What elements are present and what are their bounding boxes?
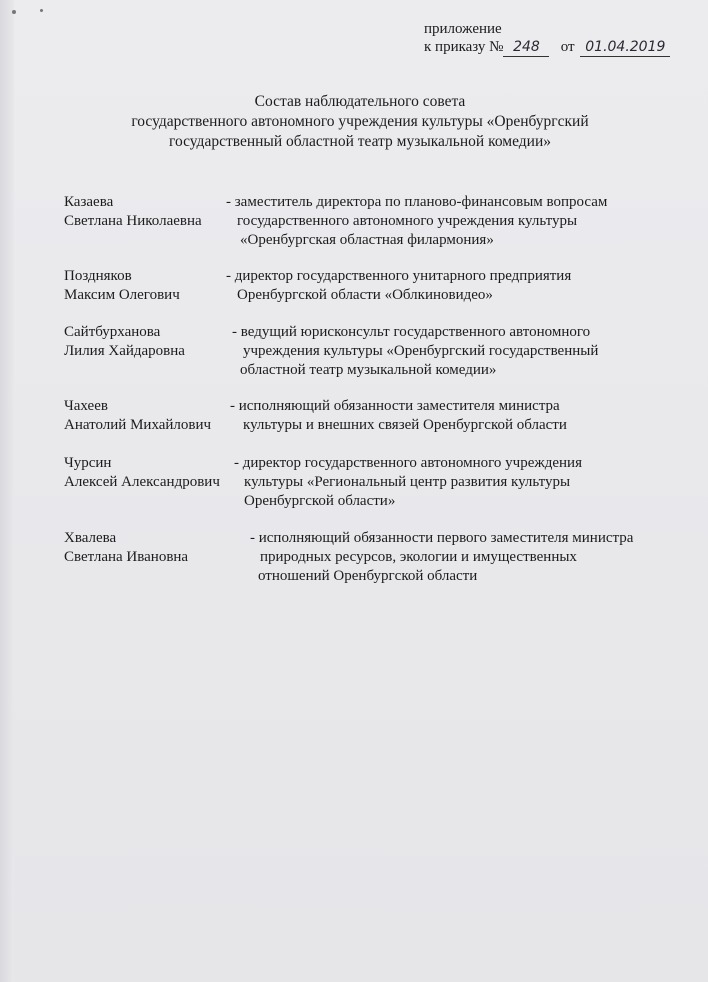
document-title: [60, 92, 660, 152]
position-line: - директор государственного автономного учреждения: [234, 455, 582, 471]
scan-speck: [12, 10, 16, 14]
scan-edge-shadow: [0, 0, 14, 982]
position-line: - исполняющий обязанности первого заместителя министра: [250, 530, 634, 546]
member-surname: Поздняков: [64, 268, 132, 284]
position-line: - ведущий юрисконсульт государственного автономного: [232, 324, 591, 340]
appendix-label: приложение: [424, 21, 502, 37]
position-line: отношений Оренбургской области: [258, 568, 478, 584]
member-given-names: Анатолий Михайлович: [64, 417, 212, 433]
member-name: [64, 193, 244, 231]
member-given-names: Максим Олегович: [64, 287, 180, 303]
member-name: [64, 529, 244, 567]
position-line: областной театр музыкальной комедии»: [240, 362, 497, 378]
title-line: государственный областной театр музыкальной комедии»: [169, 133, 551, 150]
position-line: учреждения культуры «Оренбургский государственный: [243, 343, 599, 359]
position-line: - исполняющий обязанности заместителя министра: [230, 398, 560, 414]
title-line: Состав наблюдательного совета: [254, 93, 466, 110]
member-position: [232, 323, 672, 380]
position-line: - заместитель директора по планово-финансовым вопросам: [226, 194, 608, 210]
order-reference: [424, 38, 670, 57]
order-date: 01.04.2019: [580, 38, 670, 57]
member-surname: Чахеев: [64, 398, 108, 414]
member-name: [64, 267, 244, 305]
member-position: [250, 529, 690, 586]
position-line: природных ресурсов, экологии и имущественных: [260, 549, 577, 565]
member-name: [64, 454, 244, 492]
member-given-names: Алексей Александрович: [64, 474, 220, 490]
appendix-header: [424, 20, 670, 57]
position-line: - директор государственного унитарного предприятия: [226, 268, 572, 284]
member-surname: Казаева: [64, 194, 114, 210]
member-surname: Сайтбурханова: [64, 324, 161, 340]
member-given-names: Светлана Николаевна: [64, 213, 202, 229]
date-prefix: от: [560, 39, 575, 55]
member-given-names: Светлана Ивановна: [64, 549, 189, 565]
position-line: государственного автономного учреждения культуры: [237, 213, 578, 229]
position-line: Оренбургской области «Облкиновидео»: [237, 287, 493, 303]
member-position: [226, 267, 666, 305]
member-given-names: Лилия Хайдаровна: [64, 343, 185, 359]
member-surname: Хвалева: [64, 530, 117, 546]
member-position: [234, 454, 674, 511]
member-name: [64, 397, 244, 435]
scan-speck: [40, 9, 43, 12]
order-prefix: к приказу №: [424, 39, 504, 55]
member-name: [64, 323, 244, 361]
order-number: 248: [503, 38, 549, 57]
position-line: Оренбургской области»: [244, 493, 396, 509]
position-line: «Оренбургская областная филармония»: [240, 232, 494, 248]
position-line: культуры «Региональный центр развития культуры: [244, 474, 571, 490]
title-line: государственного автономного учреждения культуры «Оренбургский: [131, 113, 589, 130]
member-surname: Чурсин: [64, 455, 112, 471]
member-position: [226, 193, 666, 250]
position-line: культуры и внешних связей Оренбургской области: [243, 417, 567, 433]
member-position: [230, 397, 670, 435]
